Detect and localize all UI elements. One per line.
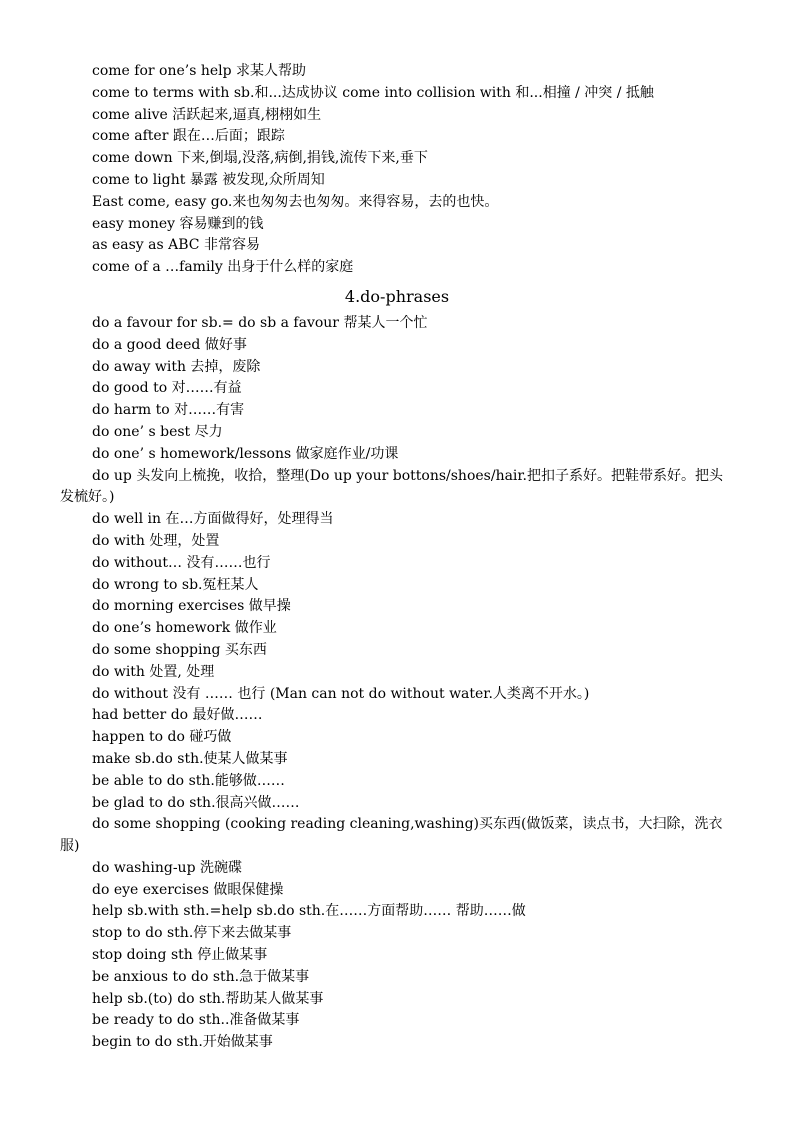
- phrase-line: do morning exercises 做早操: [92, 598, 291, 615]
- phrase-line: help sb.with sth.=help sb.do sth.在……方面帮助…… 帮助……做: [92, 903, 526, 920]
- phrase-line: do one’ s best 尽力: [92, 423, 223, 440]
- phrase-line: help sb.(to) do sth.帮助某人做某事: [92, 990, 324, 1007]
- phrase-line: do wrong to sb.冤枉某人: [92, 576, 259, 593]
- phrase-line: do some shopping 买东西: [92, 641, 267, 658]
- phrase-line: stop to do sth.停下来去做某事: [92, 925, 292, 942]
- phrase-list-come: [60, 61, 734, 279]
- section-heading: 4.do-phrases: [344, 286, 450, 306]
- phrase-line: do good to 对……有益: [92, 380, 242, 397]
- phrase-line: come to light 暴露 被发现,众所周知: [92, 171, 325, 188]
- phrase-line: easy money 容易赚到的钱: [92, 215, 264, 232]
- phrase-line: do up 头发向上梳挽，收拾，整理(Do up your bottons/shoes/hair.把扣子系好。把鞋带系好。把头发梳好。): [60, 467, 724, 506]
- phrase-line: do without… 没有……也行: [92, 554, 271, 571]
- phrase-line: come to terms with sb.和...达成协议 come into collision with 和...相撞 / 冲突 / 抵触: [92, 84, 654, 101]
- phrase-line: be able to do sth.能够做……: [92, 772, 285, 789]
- phrase-line: come down 下来,倒塌,没落,病倒,捐钱,流传下来,垂下: [92, 150, 428, 167]
- phrase-line: be glad to do sth.很高兴做……: [92, 794, 300, 811]
- phrase-line: make sb.do sth.使某人做某事: [92, 750, 288, 767]
- phrase-line: be ready to do sth..准备做某事: [92, 1012, 300, 1029]
- phrase-line: do without 没有 …… 也行 (Man can not do without water.人类离不开水。): [92, 685, 590, 702]
- phrase-line: do some shopping (cooking reading cleaning,washing)买东西(做饭菜，读点书，大扫除，洗衣服): [60, 816, 723, 855]
- phrase-line: come of a …family 出身于什么样的家庭: [92, 259, 354, 276]
- phrase-line: do harm to 对……有害: [92, 402, 245, 419]
- phrase-line: do one’s homework 做作业: [92, 620, 277, 637]
- phrase-line: as easy as ABC 非常容易: [92, 237, 260, 254]
- phrase-line: do with 处置, 处理: [92, 663, 215, 680]
- phrase-list-do: [60, 313, 734, 1054]
- phrase-line: had better do 最好做……: [92, 707, 263, 724]
- phrase-line: come for one’s help 求某人帮助: [92, 63, 307, 79]
- phrase-line: happen to do 碰巧做: [92, 729, 232, 746]
- phrase-line: do a favour for sb.= do sb a favour 帮某人一个忙: [92, 314, 428, 331]
- phrase-line: do with 处理，处置: [92, 532, 220, 549]
- phrase-line: do one’ s homework/lessons 做家庭作业/功课: [92, 445, 399, 462]
- phrase-line: do eye exercises 做眼保健操: [92, 881, 284, 898]
- phrase-line: do away with 去掉，废除: [92, 358, 261, 375]
- phrase-line: begin to do sth.开始做某事: [92, 1034, 273, 1051]
- phrase-line: come after 跟在…后面；跟踪: [92, 128, 285, 145]
- phrase-line: stop doing sth 停止做某事: [92, 947, 268, 964]
- phrase-line: do washing-up 洗碗碟: [92, 859, 242, 876]
- phrase-line: do a good deed 做好事: [92, 336, 247, 353]
- phrase-line: do well in 在…方面做得好，处理得当: [92, 511, 334, 528]
- phrase-line: East come, easy go.来也匆匆去也匆匆。来得容易，去的也快。: [92, 193, 499, 210]
- phrase-line: be anxious to do sth.急于做某事: [92, 968, 310, 985]
- phrase-line: come alive 活跃起来,逼真,栩栩如生: [92, 106, 322, 123]
